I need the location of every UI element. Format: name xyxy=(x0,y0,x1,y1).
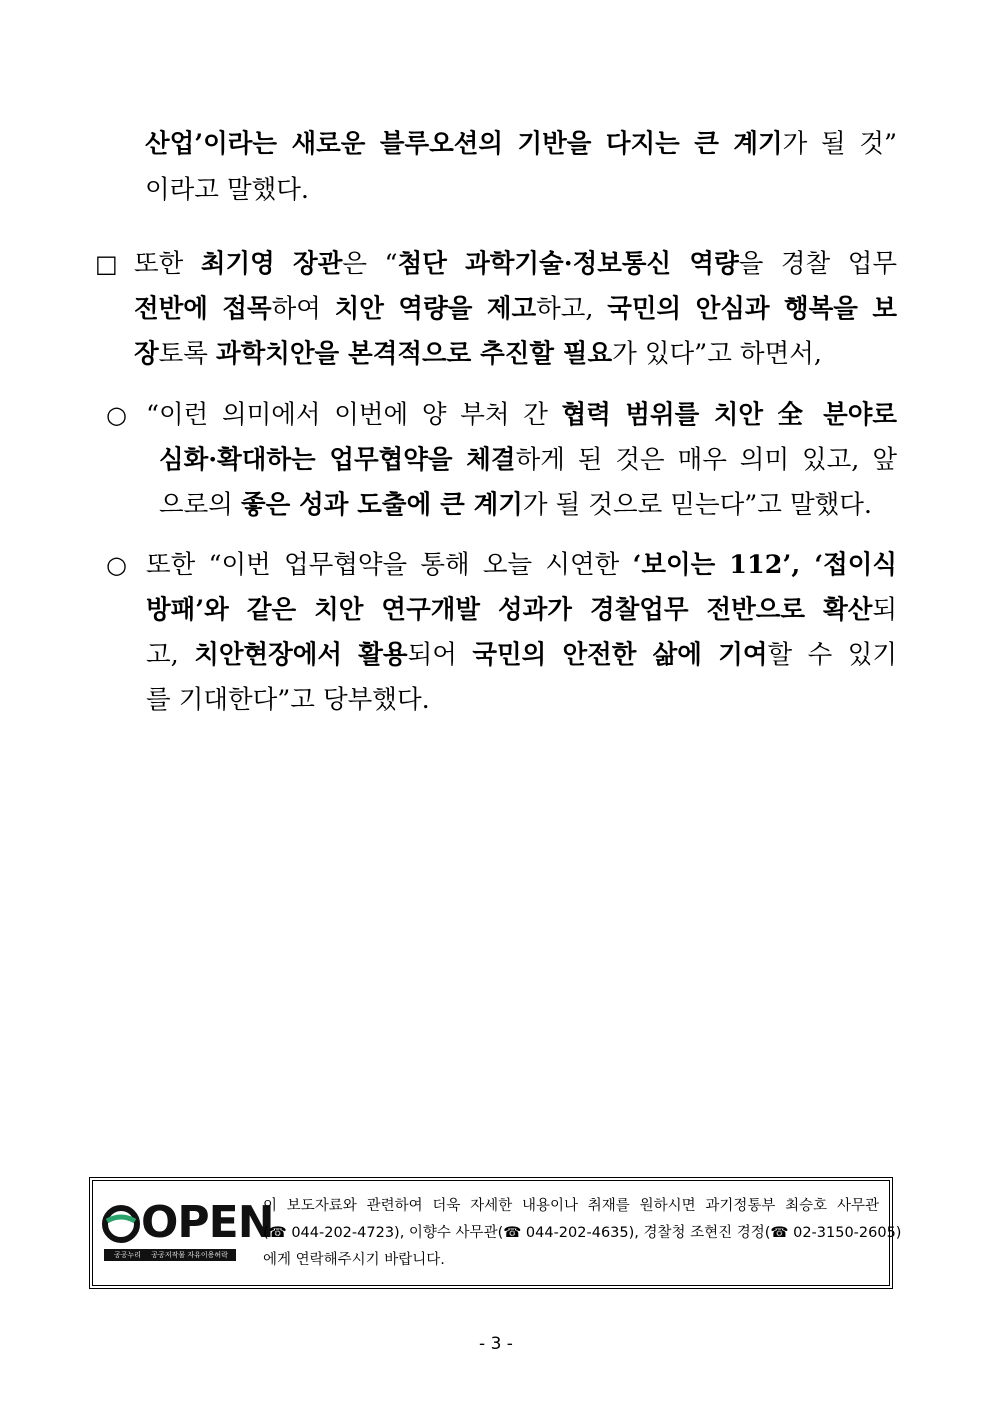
text-run: 이라고 말했다. xyxy=(145,175,310,205)
square-bullet-icon: □ xyxy=(95,250,118,278)
page-number: - 3 - xyxy=(479,1334,513,1354)
contact-info-box xyxy=(92,1180,902,1286)
text-run: 가 될 것으로 믿는다”고 말했다. xyxy=(522,490,873,520)
bold-text-run: 장 xyxy=(134,339,159,369)
circle-bullet-icon: ○ xyxy=(106,551,127,579)
text-run: 되 xyxy=(872,595,897,625)
bold-text-run: 좋은 성과 도출에 큰 계기 xyxy=(241,490,523,520)
open-logo-sub-left: 공공누리 xyxy=(114,1251,142,1259)
bold-text-run: 산업’이라는 새로운 블루오션의 기반을 다지는 큰 계기 xyxy=(145,129,783,159)
bold-text-run: 방패’와 같은 치안 연구개발 성과가 경찰업무 전반으로 확산 xyxy=(146,595,873,625)
text-run: 또한 xyxy=(134,249,201,279)
bullet-line xyxy=(146,547,897,583)
text-run: 토록 xyxy=(158,339,217,369)
statement-line xyxy=(134,291,897,327)
continuation-line xyxy=(145,126,897,162)
text-run: 으로의 xyxy=(159,490,242,520)
contact-line: 에게 연락해주시기 바랍니다. xyxy=(263,1252,445,1268)
bold-text-run: 협력 범위를 치안 全 분야로 xyxy=(561,400,898,430)
continuation-line xyxy=(145,172,897,208)
statement-line xyxy=(134,246,897,282)
text-run: 가 될 것” xyxy=(782,129,897,159)
bold-text-run: 최기영 장관 xyxy=(200,249,343,279)
open-logo-mark-icon xyxy=(101,1199,141,1247)
text-run: 할 수 있기 xyxy=(767,640,897,670)
text-run: 또한 “이번 업무협약을 통해 오늘 시연한 xyxy=(146,550,633,580)
text-run: “이런 의미에서 이번에 양 부처 간 xyxy=(146,400,562,430)
bold-text-run: 국민의 안심과 행복을 보 xyxy=(607,294,898,324)
bullet-line xyxy=(146,592,897,628)
open-logo-wordmark: OPEN xyxy=(141,1197,274,1248)
bullet-line xyxy=(159,442,897,478)
text-run: 고, xyxy=(146,640,195,670)
text-run: 은 “ xyxy=(342,249,398,279)
text-run: 하고, xyxy=(536,294,608,324)
text-run: 하여 xyxy=(271,294,335,324)
text-run: 를 기대한다”고 당부했다. xyxy=(146,685,430,715)
bullet-line xyxy=(159,487,897,523)
statement-line xyxy=(134,336,897,372)
bold-text-run: 과학치안을 본격적으로 추진할 필요 xyxy=(216,339,613,369)
text-run: 을 경찰 업무 xyxy=(738,249,897,279)
bullet-line xyxy=(146,682,897,718)
bold-text-run: 치안 역량을 제고 xyxy=(334,294,537,324)
bold-text-run: 국민의 안전한 삶에 기여 xyxy=(472,640,768,670)
bullet-line xyxy=(146,397,897,433)
circle-bullet-icon: ○ xyxy=(106,401,127,429)
bold-text-run: 첨단 과학기술·정보통신 역량 xyxy=(397,249,739,279)
contact-line: (☎ 044-202-4723), 이향수 사무관(☎ 044-202-4635), 경찰청 조현진 경정(☎ 02-3150-2605) xyxy=(263,1225,902,1241)
bold-text-run: 전반에 접목 xyxy=(134,294,272,324)
text-run: 되어 xyxy=(407,640,473,670)
contact-line: 이 보도자료와 관련하여 더욱 자세한 내용이나 취재를 원하시면 과기정통부 최승호 사무관 xyxy=(263,1198,879,1214)
text-run: 가 있다”고 하면서, xyxy=(612,339,822,369)
bold-text-run: 심화·확대하는 업무협약을 체결 xyxy=(159,445,516,475)
text-run: 하게 된 것은 매우 의미 있고, 앞 xyxy=(515,445,897,475)
contact-text xyxy=(263,1193,902,1274)
bold-text-run: 치안현장에서 활용 xyxy=(194,640,408,670)
bullet-line xyxy=(146,637,897,673)
bold-text-run: ‘보이는 112’, ‘접이식 xyxy=(632,550,897,580)
open-logo-sub-right: 공공저작물 자유이용허락 xyxy=(151,1251,228,1259)
open-license-logo xyxy=(101,1197,274,1263)
open-logo-subtitle xyxy=(104,1249,236,1261)
